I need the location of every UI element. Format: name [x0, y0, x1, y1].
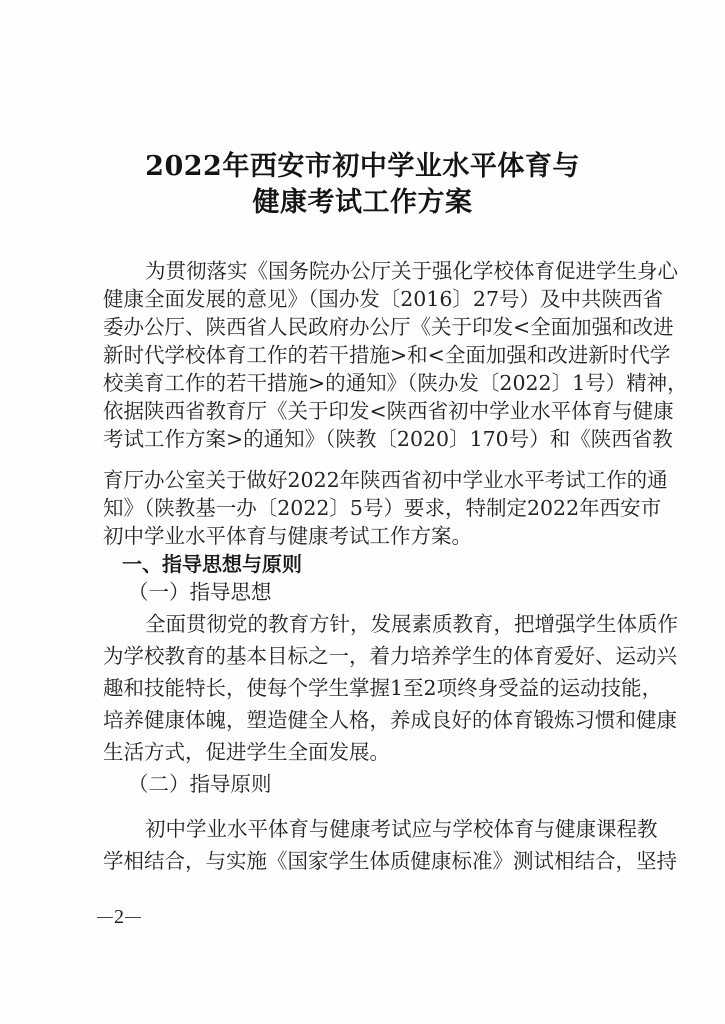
subsection-heading: （二）指导原则 — [128, 772, 272, 796]
document-title-line-1: 2022年西安市初中学业水平体育与 — [145, 151, 580, 182]
paragraph-line: 知》（陕教基一办〔2022〕5号）要求，特制定2022年西安市 — [103, 496, 662, 520]
dash-right — [125, 917, 141, 918]
paragraph-line: 生活方式，促进学生全面发展。 — [103, 740, 390, 764]
page-number-text: 2 — [114, 906, 124, 928]
paragraph-line: 依据陕西省教育厅《关于印发<陕西省初中学业水平体育与健康 — [103, 399, 674, 423]
paragraph-line: 委办公厅、陕西省人民政府办公厅《关于印发<全面加强和改进 — [103, 315, 674, 339]
paragraph-line: 学相结合，与实施《国家学生体质健康标准》测试相结合，坚持 — [103, 849, 677, 873]
paragraph-line: 健康全面发展的意见》（国办发〔2016〕27号）及中共陕西省 — [103, 287, 664, 311]
paragraph-line: 趣和技能特长，使每个学生掌握1至2项终身受益的运动技能， — [103, 676, 663, 700]
paragraph-line: 新时代学校体育工作的若干措施>和<全面加强和改进新时代学 — [103, 343, 671, 367]
paragraph-line: 培养健康体魄，塑造健全人格，养成良好的体育锻炼习惯和健康 — [103, 708, 677, 732]
subsection-heading: （一）指导思想 — [128, 580, 272, 604]
paragraph-line: 育厅办公室关于做好2022年陕西省初中学业水平考试工作的通 — [103, 468, 668, 492]
dash-left — [97, 917, 113, 918]
paragraph-line: 初中学业水平体育与健康考试工作方案。 — [103, 524, 472, 548]
page-number — [96, 906, 142, 929]
paragraph-line: 全面贯彻党的教育方针，发展素质教育，把增强学生体质作 — [145, 612, 678, 636]
paragraph-line: 初中学业水平体育与健康考试应与学校体育与健康课程教 — [145, 817, 658, 841]
document-title-line-2: 健康考试工作方案 — [252, 187, 473, 218]
paragraph-line: 考试工作方案>的通知》（陕教〔2020〕170号）和《陕西省教 — [103, 427, 673, 451]
paragraph-line: 为贯彻落实《国务院办公厅关于强化学校体育促进学生身心 — [145, 259, 678, 283]
section-heading: 一、指导思想与原则 — [122, 552, 302, 576]
paragraph-line: 校美育工作的若干措施>的通知》（陕办发〔2022〕1号）精神， — [103, 371, 688, 395]
paragraph-line: 为学校教育的基本目标之一，着力培养学生的体育爱好、运动兴 — [103, 644, 677, 668]
